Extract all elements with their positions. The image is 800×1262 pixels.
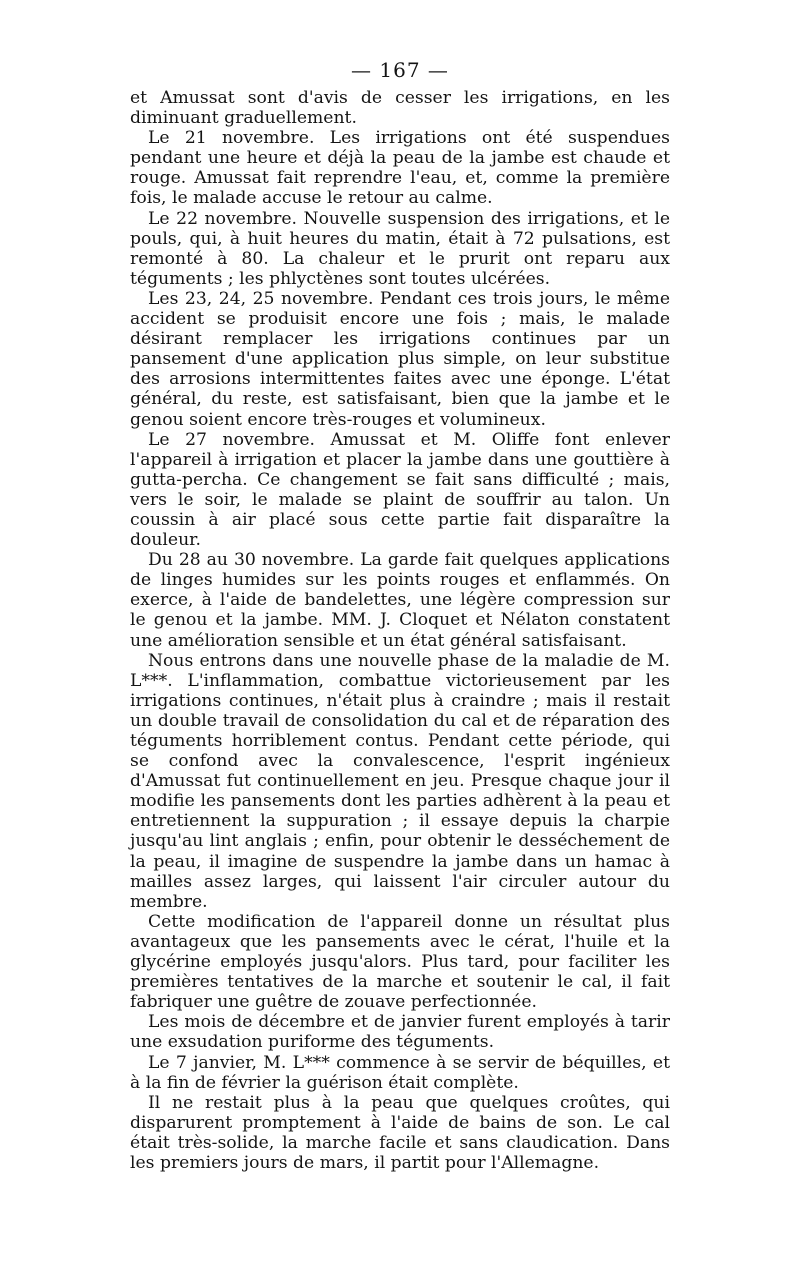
paragraph: Le 27 novembre. Amussat et M. Oliffe font enlever l'appareil à irrigation et placer la jambe dans une gouttière à gutta-percha. Ce changement se fait sans difficulté ; mais, vers le soir, le malade se plaint de souffrir au talon. Un coussin à air placé sous cette partie fait disparaître la douleur.	[130, 429, 670, 551]
paragraph: Le 21 novembre. Les irrigations ont été suspendues pendant une heure et déjà la peau de la jambe est chaude et rouge. Amussat fait reprendre l'eau, et, comme la première fois, le malade accuse le retour au calme.	[130, 128, 670, 209]
body-text	[130, 88, 670, 1173]
paragraph: et Amussat sont d'avis de cesser les irrigations, en les diminuant graduellement.	[130, 88, 670, 129]
book-page	[130, 58, 670, 1173]
paragraph: Les 23, 24, 25 novembre. Pendant ces trois jours, le même accident se produisit encore une fois ; mais, le malade désirant remplacer les irrigations continues par un pansement d'une application plus simple, on leur substitue des arrosions intermittentes faites avec une éponge. L'état général, du reste, est satisfaisant, bien que la jambe et le genou soient encore très-rouges et volumineux.	[130, 288, 670, 430]
paragraph: Nous entrons dans une nouvelle phase de la maladie de M. L***. L'inflammation, combattue victorieusement par les irrigations continues, n'était plus à craindre ; mais il restait un double travail de consolidation du cal et de réparation des téguments horriblement contus. Pendant cette période, qui se confond avec la convalescence, l'esprit ingénieux d'Amussat fut continuellement en jeu. Presque chaque jour il modifie les pansements dont les parties adhèrent à la peau et entretiennent la suppuration ; il essaye depuis la charpie jusqu'au lint anglais ; enfin, pour obtenir le desséchement de la peau, il imagine de suspendre la jambe dans un hamac à mailles assez larges, qui laissent l'air circuler autour du membre.	[130, 650, 670, 912]
paragraph: Il ne restait plus à la peau que quelques croûtes, qui disparurent promptement à l'aide de bains de son. Le cal était très-solide, la marche facile et sans claudication. Dans les premiers jours de mars, il partit pour l'Allemagne.	[130, 1092, 670, 1173]
paragraph: Le 7 janvier, M. L*** commence à se servir de béquilles, et à la fin de février la guérison était complète.	[130, 1052, 670, 1093]
paragraph: Du 28 au 30 novembre. La garde fait quelques applications de linges humides sur les points rouges et enflammés. On exerce, à l'aide de bandelettes, une légère compression sur le genou et la jambe. MM. J. Cloquet et Nélaton constatent une amélioration sensible et un état général satisfaisant.	[130, 550, 670, 651]
paragraph: Cette modification de l'appareil donne un résultat plus avantageux que les pansements avec le cérat, l'huile et la glycérine employés jusqu'alors. Plus tard, pour faciliter les premières tentatives de la marche et soutenir le cal, il fait fabriquer une guêtre de zouave perfectionnée.	[130, 911, 670, 1013]
paragraph: Le 22 novembre. Nouvelle suspension des irrigations, et le pouls, qui, à huit heures du matin, était à 72 pulsations, est remonté à 80. La chaleur et le prurit ont reparu aux téguments ; les phlyctènes sont toutes ulcérées.	[130, 208, 670, 289]
page-number: — 167 —	[351, 58, 449, 82]
paragraph: Les mois de décembre et de janvier furent employés à tarir une exsudation puriforme des téguments.	[130, 1012, 670, 1053]
